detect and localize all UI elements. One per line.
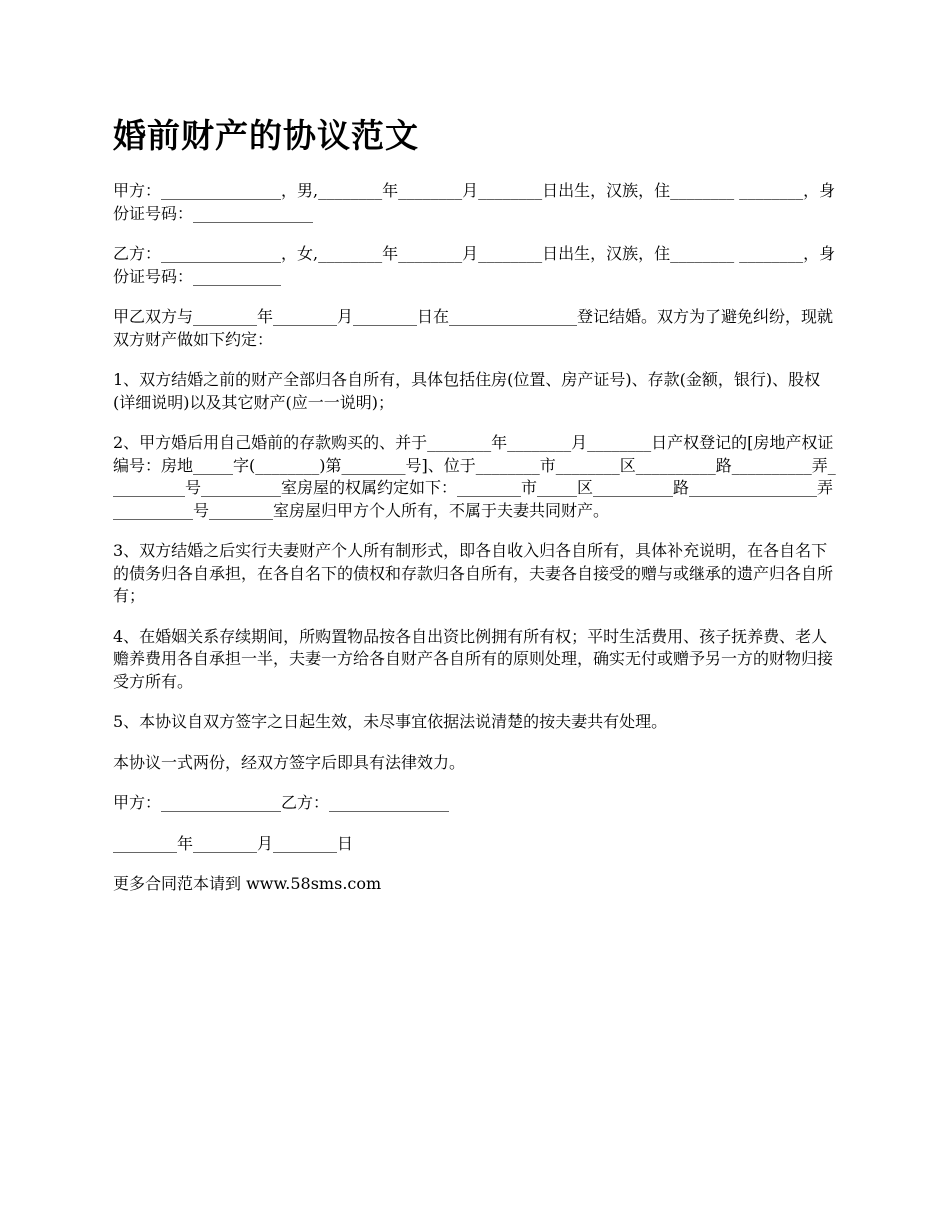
signature-line: 甲方：_______________乙方：_______________ xyxy=(113,793,450,812)
document-page xyxy=(113,112,838,914)
date-line: ________年________月________日 xyxy=(113,833,354,853)
footer-link-text: 更多合同范本请到 www.58sms.com xyxy=(113,874,382,893)
party-a-info: 甲方：_______________，男,________年________月________日出生，汉族，住________ ________，身份证号码：_______________ xyxy=(113,181,836,223)
clause-1: 1、双方结婚之前的财产全部归各自所有，具体包括住房(位置、房产证号)、存款(金额，银行)、股权(详细说明)以及其它财产(应一一说明)； xyxy=(113,370,821,412)
clause-2: 2、甲方婚后用自己婚前的存款购买的、并于________年________月________日产权登记的[房地产权证编号：房地_____字(________)第________号]、位于________市________区__________路__________弄__________号__________室房屋的权属约定如下：________市_____区__________路________________弄__________号________室房屋归甲方个人所有，不属于夫妻共同财产。 xyxy=(113,433,836,520)
party-b-info: 乙方：_______________，女,________年________月________日出生，汉族，住________ ________，身份证号码：___________ xyxy=(113,244,836,286)
clause-5: 5、本协议自双方签字之日起生效，未尽事宜依据法说清楚的按夫妻共有处理。 xyxy=(113,712,668,731)
clause-4: 4、在婚姻关系存续期间，所购置物品按各自出资比例拥有所有权；平时生活费用、孩子抚养费、老人赡养费用各自承担一半，夫妻一方给各自财产各自所有的原则处理，确实无付或赠予另一方的财物归接受方所有。 xyxy=(113,626,834,691)
clause-3: 3、双方结婚之后实行夫妻财产个人所有制形式，即各自收入归各自所有，具体补充说明，在各自名下的债务归各自承担，在各自名下的债权和存款归各自所有，夫妻各自接受的赠与或继承的遗产归各自所有； xyxy=(113,541,834,605)
effectiveness-statement: 本协议一式两份，经双方签字后即具有法律效力。 xyxy=(113,752,466,772)
marriage-registration-clause: 甲乙双方与________年________月________日在________________登记结婚。双方为了避免纠纷，现就双方财产做如下约定： xyxy=(113,307,834,349)
document-title: 婚前财产的协议范文 xyxy=(113,116,419,155)
